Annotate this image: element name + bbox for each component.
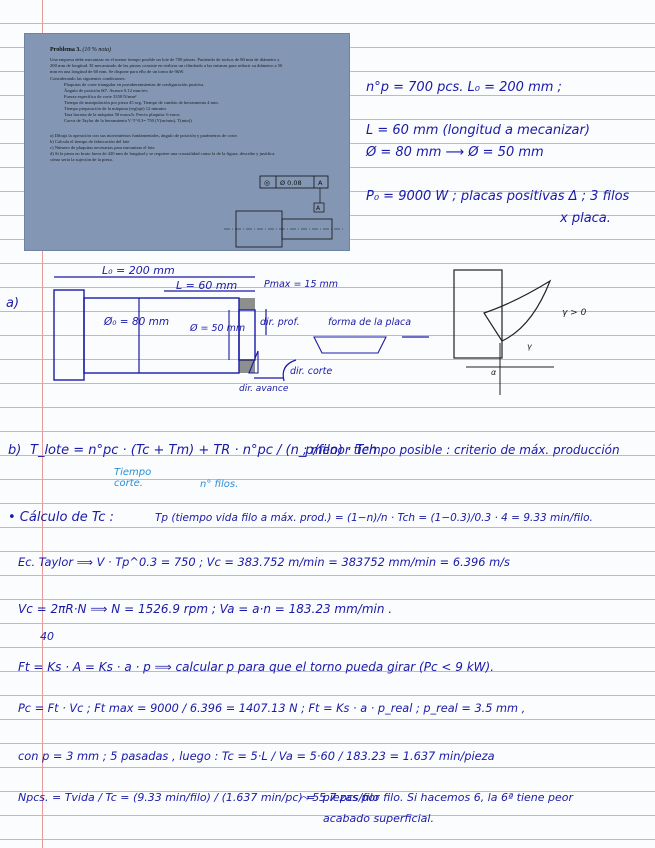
label-b: b): [8, 443, 22, 458]
svg-text:dir. avance: dir. avance: [239, 384, 289, 394]
svg-text:dir. prof.: dir. prof.: [260, 317, 300, 328]
statement-line: mm en una longitud de 60 mm. Se dispone para ello de un torno de 9kW.: [50, 69, 185, 74]
statement-line: Curva de Taylor de la herramienta V·T^0.3= 750 (V(m/min), T(min)): [64, 118, 192, 123]
problem-title: Problema 3. (10 % nota): [50, 47, 112, 53]
calc-npcs-comment-cont: acabado superficial.: [323, 812, 434, 825]
annot-n-filos: n° filos.: [200, 479, 239, 490]
statement-line: Considerando las siguientes condiciones:: [50, 76, 126, 81]
part-drawing: [24, 33, 350, 251]
svg-text:dir. corte: dir. corte: [290, 366, 333, 377]
statement-line: d) Si la pieza en bruto fuera de 420 mm de longitud y se requiere una coaxialidad como la de la figura, describe y justifica: [50, 151, 275, 156]
statement-line: Una empresa debe mecanizar en el menor tiempo posible un lote de 700 piezas. Partiendo de tochos de 80 mm de diámetro y: [50, 57, 280, 62]
svg-text:L₀ = 200 mm: L₀ = 200 mm: [102, 264, 175, 277]
note-length: L = 60 mm (longitud a mecanizar): [366, 123, 590, 138]
calc-npcs: Npcs. = Tvida / Tc = (9.33 min/filo) / (1.637 min/pc) = 5.7 pcs/filo: [18, 791, 380, 804]
statement-line: Tiempo preparación de la máquina (reglaje) 12 minutos: [64, 106, 167, 111]
svg-text:Ø 0.08: Ø 0.08: [280, 179, 302, 187]
statement-line: Ángulo de posición 60º. Avance 0.12 mm/rev.: [64, 88, 149, 93]
svg-text:L = 60 mm: L = 60 mm: [176, 279, 238, 292]
turning-sketch: [6, 264, 644, 415]
note-diameter: Ø = 80 mm ⟶ Ø = 50 mm: [366, 145, 544, 160]
problem-photo: [24, 33, 350, 251]
calc-npcs-comment: ⤳ 5 piezas por filo. Si hacemos 6, la 6ª tiene peor: [300, 791, 574, 804]
svg-text:a): a): [6, 296, 20, 311]
note-power: P₀ = 9000 W ; placas positivas Δ ; 3 filos: [366, 189, 630, 204]
note-pieces: n°p = 700 pcs. L₀ = 200 mm ;: [366, 80, 562, 95]
calc-passes: con p = 3 mm ; 5 pasadas , luego : Tc = 5·L / Va = 5·60 / 183.23 = 1.637 min/pieza: [18, 749, 495, 763]
svg-text:Pmax = 15 mm: Pmax = 15 mm: [264, 279, 339, 290]
svg-text:Ø₀ = 80 mm: Ø₀ = 80 mm: [104, 316, 170, 328]
statement-line: cómo sería la sujeción de la pieza.: [50, 157, 113, 162]
calc-ft: Ft = Ks · A = Ks · a · p ⟹ calcular p para que el torno pueda girar (Pc < 9 kW).: [18, 660, 495, 674]
statement-line: a) Dibuja la operación con sus movimientos fundamentales, ángulo de posición y parámetros de corte.: [50, 133, 238, 138]
calc-tp: Tp (tiempo vida filo a máx. prod.) = (1−n)/n · Tch = (1−0.3)/0.3 · 4 = 9.33 min/filo.: [155, 512, 593, 524]
b-comment: ; menor tiempo posible : criterio de máx. producción: [303, 443, 620, 457]
statement-line: b) Calcula el tiempo de fabricación del lote: [50, 139, 130, 144]
svg-text:γ: γ: [527, 342, 532, 351]
svg-text:forma de la placa: forma de la placa: [328, 317, 412, 328]
note-power-cont: x placa.: [560, 211, 611, 226]
calc-vc: Vc = 2πR·N ⟹ N = 1526.9 rpm ; Va = a·n = 183.23 mm/min .: [18, 602, 393, 616]
statement-line: c) Número de plaquitas necesarias para mecanizar el lote: [50, 145, 155, 150]
svg-text:A: A: [316, 205, 321, 212]
calc-radius: 40: [40, 630, 54, 643]
svg-text:A: A: [318, 179, 323, 187]
statement-line: Plaquitas de corte triangular en portaherramientas de configuración positiva.: [64, 82, 205, 87]
b-formula: T_lote = n°pc · (Tc + Tm) + TR · n°pc / (n_p/filo) · Tch: [30, 443, 378, 458]
svg-text:α: α: [491, 368, 497, 377]
svg-text:Ø = 50 mm: Ø = 50 mm: [190, 323, 246, 334]
statement-line: Tiempo de manipulación por pieza 45 seg. Tiempo de cambio de herramienta 4 min.: [64, 100, 219, 105]
svg-text:◎: ◎: [264, 179, 271, 187]
svg-text:γ > 0: γ > 0: [562, 308, 587, 318]
statement-line: 200 mm de longitud. El mecanizado de las piezas consiste en realizar un cilindrado a las mismas para reducir su diámetro a 50: [50, 63, 283, 68]
annot-tiempo-corte: Tiempo corte.: [114, 467, 152, 489]
calc-taylor: Ec. Taylor ⟹ V · Tp^0.3 = 750 ; Vc = 383.752 m/min = 383752 mm/min = 6.396 m/s: [18, 555, 510, 569]
statement-line: Fuerza específica de corte 3350 N/mm²: [64, 94, 137, 99]
calc-tc-label: • Cálculo de Tc :: [8, 510, 114, 525]
statement-line: Tasa horaria de la máquina 50 euros/h. Precio plaquita: 6 euros: [64, 112, 180, 117]
calc-pc: Pc = Ft · Vc ; Ft max = 9000 / 6.396 = 1407.13 N ; Ft = Ks · a · p_real ; p_real = 3.5 mm ,: [18, 702, 526, 715]
